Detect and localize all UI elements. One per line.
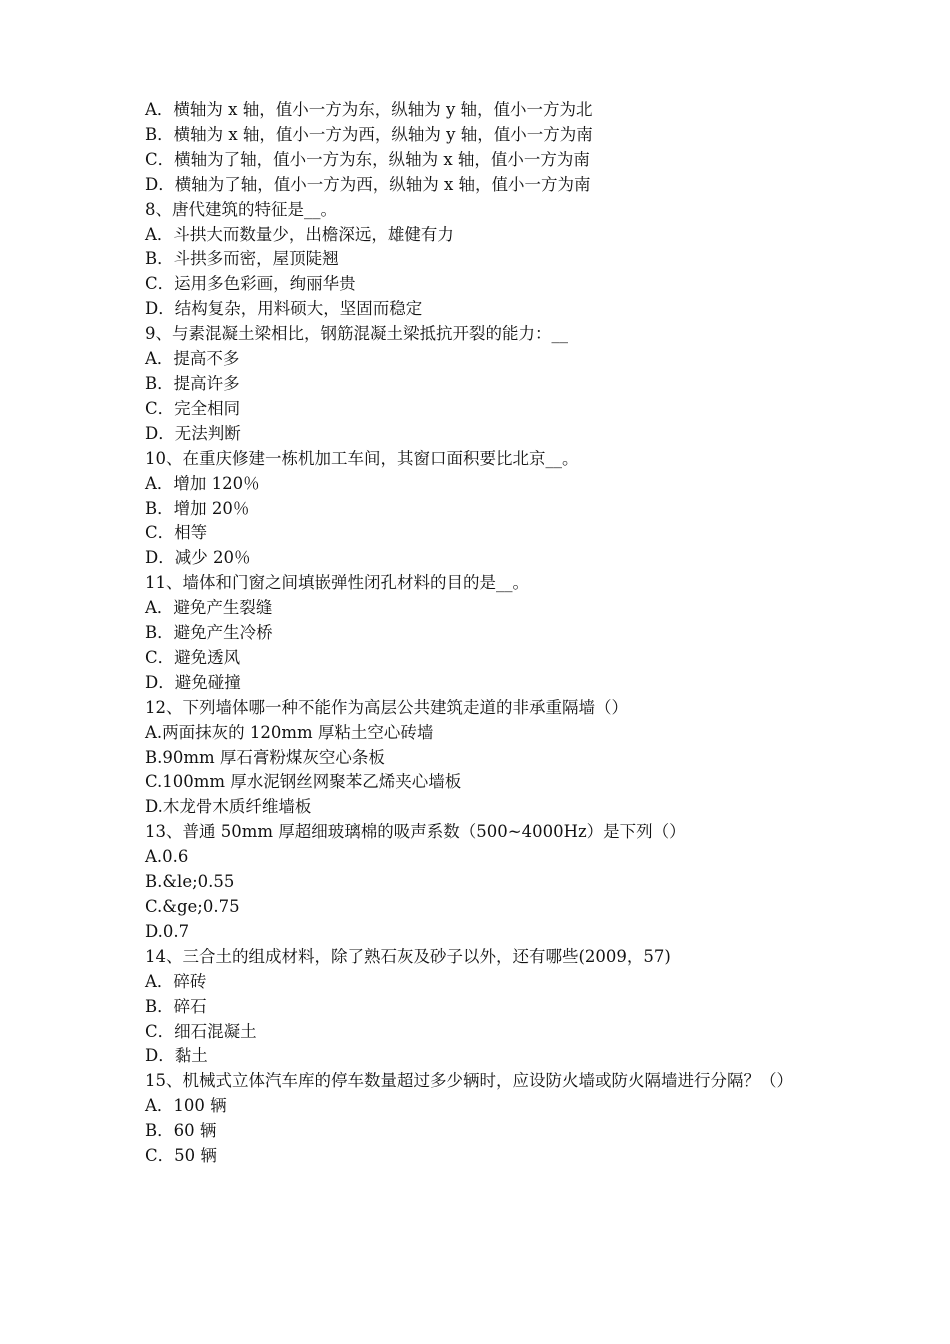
option-b: B．横轴为 x 轴，值小一方为西，纵轴为 y 轴，值小一方为南: [145, 124, 593, 144]
option-d: D．避免碰撞: [145, 672, 241, 692]
option-a: A.两面抹灰的 120mm 厚粘土空心砖墙: [145, 722, 434, 742]
option-c: C．相等: [145, 523, 208, 543]
question-11: 11、墙体和门窗之间填嵌弹性闭孔材料的目的是__。: [145, 573, 529, 593]
option-a: A．碎砖: [145, 971, 207, 991]
option-c: C.&ge;0.75: [145, 897, 240, 916]
option-d: D．无法判断: [145, 423, 241, 443]
option-b: B．60 辆: [145, 1121, 217, 1141]
option-b: B．避免产生冷桥: [145, 623, 273, 643]
option-c: C．细石混凝土: [145, 1021, 257, 1041]
option-a: A．提高不多: [145, 349, 240, 369]
option-d: D．结构复杂，用料硕大，坚固而稳定: [145, 299, 423, 319]
option-d: D．减少 20％: [145, 548, 251, 568]
option-c: C．避免透风: [145, 647, 241, 667]
question-8: 8、唐代建筑的特征是__。: [145, 199, 337, 219]
option-c: C．50 辆: [145, 1146, 217, 1166]
question-10: 10、在重庆修建一栋机加工车间，其窗口面积要比北京__。: [145, 448, 579, 468]
option-b: B．增加 20％: [145, 498, 250, 518]
option-d: D．黏土: [145, 1046, 208, 1066]
question-12: 12、下列墙体哪一种不能作为高层公共建筑走道的非承重隔墙（）: [145, 697, 628, 717]
option-a: A．100 辆: [145, 1096, 227, 1116]
option-a: A.0.6: [145, 847, 189, 867]
option-c: C．完全相同: [145, 398, 241, 418]
document-body: [145, 98, 835, 1169]
question-15: 15、机械式立体汽车库的停车数量超过多少辆时，应设防火墙或防火隔墙进行分隔？（）: [145, 1071, 793, 1091]
question-9: 9、与素混凝土梁相比，钢筋混凝土梁抵抗开裂的能力：__: [145, 324, 568, 344]
option-c: C．运用多色彩画，绚丽华贵: [145, 274, 356, 294]
option-c: C．横轴为了轴，值小一方为东，纵轴为 x 轴，值小一方为南: [145, 149, 590, 169]
option-d: D.木龙骨木质纤维墙板: [145, 797, 312, 817]
option-a: A．增加 120％: [145, 473, 260, 493]
option-a: A．横轴为 x 轴，值小一方为东，纵轴为 y 轴，值小一方为北: [145, 100, 593, 119]
question-14: 14、三合土的组成材料，除了熟石灰及砂子以外，还有哪些(2009，57): [145, 946, 671, 966]
option-a: A．避免产生裂缝: [145, 598, 273, 618]
option-d: D．横轴为了轴，值小一方为西，纵轴为 x 轴，值小一方为南: [145, 174, 591, 194]
option-b: B.&le;0.55: [145, 872, 235, 892]
option-b: B．提高许多: [145, 373, 240, 393]
question-13: 13、普通 50mm 厚超细玻璃棉的吸声系数（500~4000Hz）是下列（）: [145, 822, 686, 842]
option-c: C.100mm 厚水泥钢丝网聚苯乙烯夹心墙板: [145, 772, 462, 792]
option-b: B．斗拱多而密，屋顶陡翘: [145, 249, 339, 269]
option-d: D.0.7: [145, 921, 190, 941]
option-b: B.90mm 厚石膏粉煤灰空心条板: [145, 747, 385, 767]
option-b: B．碎石: [145, 996, 207, 1016]
option-a: A．斗拱大而数量少，出檐深远，雄健有力: [145, 224, 454, 244]
